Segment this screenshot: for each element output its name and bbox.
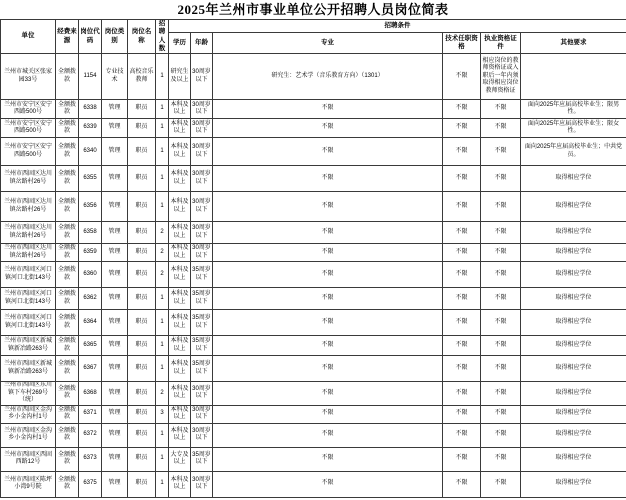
table-cell: 1 [156,54,169,100]
table-cell: 面向2025年应届高校毕业生；中共党员。 [521,138,626,166]
table-cell: 研究生及以上 [169,54,191,100]
table-cell [521,54,626,100]
table-cell: 1 [156,310,169,336]
table-cell: 本科及以上 [169,166,191,192]
table-cell: 不限 [443,447,481,471]
table-cell: 不限 [443,382,481,406]
table-cell: 职员 [128,356,156,382]
table-cell: 不限 [443,356,481,382]
table-cell: 不限 [443,192,481,222]
table-cell: 不限 [481,244,521,262]
table-cell: 不限 [443,54,481,100]
table-cell: 全额拨款 [56,382,79,406]
table-cell: 取得相应学位 [521,423,626,447]
table-row [1,262,626,288]
table-cell: 兰州市西固区西固西路12号 [1,447,56,471]
table-row [1,471,626,497]
table-cell: 不限 [213,382,443,406]
table-cell: 30周岁以下 [191,382,213,406]
table-cell: 兰州市安宁区安宁西路500号 [1,119,56,138]
col-header-category: 岗位类别 [102,20,128,54]
table-cell: 不限 [443,336,481,356]
table-cell: 管理 [102,119,128,138]
table-cell: 1 [156,138,169,166]
table-cell: 30周岁以下 [191,222,213,244]
table-cell: 不限 [443,100,481,119]
col-header-position-name: 岗位名称 [128,20,156,54]
table-cell: 1 [156,100,169,119]
page-title: 2025年兰州市事业单位公开招聘人员岗位简表 [177,2,449,17]
table-cell: 30周岁以下 [191,138,213,166]
table-cell: 兰州市西固区达川镇岔路村26号 [1,166,56,192]
col-header-major: 专业 [213,33,443,54]
table-cell: 管理 [102,471,128,497]
table-cell: 不限 [443,405,481,423]
table-cell: 兰州市西固区河口镇河口北街143号 [1,262,56,288]
table-cell: 本科及以上 [169,336,191,356]
table-cell: 不限 [213,119,443,138]
table-cell: 兰州市城关区张家园33号 [1,54,56,100]
table-cell: 职员 [128,423,156,447]
table-cell: 全额拨款 [56,471,79,497]
table-cell: 职员 [128,222,156,244]
table-cell: 不限 [443,222,481,244]
table-cell: 取得相应学位 [521,336,626,356]
table-cell: 不限 [481,336,521,356]
col-header-funding: 经费来源 [56,20,79,54]
table-cell: 30周岁以下 [191,54,213,100]
table-cell: 不限 [443,310,481,336]
table-cell: 管理 [102,356,128,382]
table-body [1,54,626,498]
table-cell: 取得相应学位 [521,447,626,471]
table-cell: 不限 [213,405,443,423]
table-cell: 不限 [481,119,521,138]
table-row [1,382,626,406]
table-cell: 1 [156,356,169,382]
table-cell: 6358 [79,222,102,244]
table-cell: 本科及以上 [169,310,191,336]
table-cell: 管理 [102,336,128,356]
table-cell: 6360 [79,262,102,288]
table-cell: 本科及以上 [169,192,191,222]
table-cell: 2 [156,382,169,406]
table-cell: 职员 [128,447,156,471]
col-header-conditions-group: 招聘条件 [169,20,626,33]
col-header-unit: 单位 [1,20,56,54]
table-cell: 1 [156,192,169,222]
table-cell: 职员 [128,262,156,288]
table-cell: 6356 [79,192,102,222]
table-cell: 不限 [481,262,521,288]
table-cell: 35周岁以下 [191,447,213,471]
table-cell: 不限 [213,336,443,356]
recruitment-table [0,19,626,498]
table-cell: 全额拨款 [56,100,79,119]
table-cell: 兰州市安宁区安宁西路500号 [1,138,56,166]
table-cell: 全额拨款 [56,288,79,310]
table-cell: 面向2025年应届高校毕业生；限女性。 [521,119,626,138]
table-row [1,288,626,310]
table-cell: 1 [156,166,169,192]
table-cell: 不限 [481,423,521,447]
table-cell: 兰州市西固区新城镇新冶路263号 [1,356,56,382]
table-cell: 全额拨款 [56,244,79,262]
table-cell: 6367 [79,356,102,382]
table-cell: 35周岁以下 [191,262,213,288]
table-cell: 不限 [443,288,481,310]
table-header [1,20,626,54]
table-cell: 6362 [79,288,102,310]
table-cell: 6375 [79,471,102,497]
table-row [1,356,626,382]
table-cell: 取得相应学位 [521,222,626,244]
table-cell: 职员 [128,119,156,138]
table-cell: 管理 [102,244,128,262]
table-row [1,138,626,166]
table-cell: 职员 [128,100,156,119]
table-cell: 1 [156,119,169,138]
table-cell: 30周岁以下 [191,244,213,262]
col-header-count: 招聘人数 [156,20,169,54]
table-cell: 不限 [213,100,443,119]
table-cell: 管理 [102,310,128,336]
table-cell: 全额拨款 [56,119,79,138]
table-cell: 兰州市西固区河口镇河口北街143号 [1,288,56,310]
table-cell: 30周岁以下 [191,423,213,447]
table-cell: 职员 [128,244,156,262]
table-cell: 取得相应学位 [521,382,626,406]
table-cell: 兰州市西固区达川镇岔路村26号 [1,192,56,222]
table-cell: 不限 [213,138,443,166]
table-cell: 30周岁以下 [191,100,213,119]
table-cell: 管理 [102,192,128,222]
col-header-tech-qual: 技术任职资格 [443,33,481,54]
table-cell: 本科及以上 [169,405,191,423]
table-cell: 兰州市西固区金沟乡小金沟村1号 [1,405,56,423]
table-cell: 不限 [443,262,481,288]
table-cell: 全额拨款 [56,310,79,336]
table-cell: 兰州市西固区东川镇下车村269号（统） [1,382,56,406]
table-cell: 不限 [213,166,443,192]
table-cell: 6364 [79,310,102,336]
table-cell: 本科及以上 [169,288,191,310]
table-cell: 6365 [79,336,102,356]
table-cell: 职员 [128,288,156,310]
col-header-code: 岗位代码 [79,20,102,54]
table-cell: 35周岁以下 [191,336,213,356]
col-header-education: 学历 [169,33,191,54]
table-cell: 高校音乐教师 [128,54,156,100]
table-row [1,310,626,336]
table-row [1,192,626,222]
table-cell: 研究生：艺术学（音乐教育方向）（1301） [213,54,443,100]
table-cell: 兰州市西固区新城镇新冶路263号 [1,336,56,356]
table-cell: 不限 [213,244,443,262]
table-row [1,447,626,471]
table-cell: 不限 [213,288,443,310]
col-header-age: 年龄 [191,33,213,54]
table-cell: 本科及以上 [169,222,191,244]
table-cell: 本科及以上 [169,262,191,288]
table-cell: 不限 [213,262,443,288]
table-cell: 职员 [128,336,156,356]
table-cell: 6368 [79,382,102,406]
table-cell: 6359 [79,244,102,262]
table-cell: 不限 [481,222,521,244]
table-cell: 35周岁以下 [191,356,213,382]
table-cell: 2 [156,244,169,262]
table-cell: 不限 [481,288,521,310]
table-cell: 不限 [443,166,481,192]
table-cell: 职员 [128,310,156,336]
table-cell: 管理 [102,288,128,310]
table-cell: 全额拨款 [56,423,79,447]
table-cell: 不限 [481,356,521,382]
table-row [1,423,626,447]
table-cell: 1154 [79,54,102,100]
table-cell: 不限 [481,100,521,119]
table-cell: 本科及以上 [169,382,191,406]
table-cell: 不限 [213,192,443,222]
table-cell: 不限 [213,423,443,447]
table-row [1,54,626,100]
table-cell: 不限 [213,447,443,471]
table-cell: 不限 [481,405,521,423]
table-cell: 不限 [213,356,443,382]
table-cell: 大专及以上 [169,447,191,471]
table-cell: 取得相应学位 [521,310,626,336]
table-cell: 职员 [128,166,156,192]
table-cell: 兰州市安宁区安宁西路500号 [1,100,56,119]
table-cell: 35周岁以下 [191,310,213,336]
table-cell: 专业技术 [102,54,128,100]
table-cell: 不限 [443,244,481,262]
table-cell: 1 [156,423,169,447]
table-cell: 本科及以上 [169,119,191,138]
table-row [1,119,626,138]
table-cell: 30周岁以下 [191,166,213,192]
table-cell: 全额拨款 [56,192,79,222]
table-cell: 全额拨款 [56,356,79,382]
table-cell: 不限 [213,310,443,336]
table-cell: 管理 [102,382,128,406]
table-cell: 管理 [102,447,128,471]
table-row [1,100,626,119]
table-cell: 2 [156,222,169,244]
table-cell: 不限 [481,382,521,406]
table-cell: 3 [156,405,169,423]
table-cell: 不限 [481,471,521,497]
table-cell: 不限 [443,423,481,447]
table-cell: 6340 [79,138,102,166]
table-cell: 本科及以上 [169,471,191,497]
table-cell: 管理 [102,423,128,447]
table-cell: 管理 [102,262,128,288]
table-cell: 面向2025年应届高校毕业生；限男性。 [521,100,626,119]
table-cell: 全额拨款 [56,405,79,423]
table-cell: 不限 [481,166,521,192]
table-row [1,222,626,244]
table-row [1,405,626,423]
table-cell: 本科及以上 [169,138,191,166]
table-cell: 不限 [481,138,521,166]
table-cell: 全额拨款 [56,138,79,166]
table-cell: 2 [156,262,169,288]
table-cell: 职员 [128,405,156,423]
table-cell: 35周岁以下 [191,288,213,310]
col-header-other: 其他要求 [521,33,626,54]
table-cell: 30周岁以下 [191,405,213,423]
table-cell: 不限 [443,471,481,497]
table-row [1,336,626,356]
table-cell: 取得相应学位 [521,166,626,192]
table-cell: 不限 [443,138,481,166]
table-cell: 取得相应学位 [521,356,626,382]
table-cell: 6371 [79,405,102,423]
table-cell: 管理 [102,100,128,119]
table-cell: 取得相应学位 [521,288,626,310]
table-cell: 职员 [128,471,156,497]
table-cell: 6372 [79,423,102,447]
table-cell: 取得相应学位 [521,471,626,497]
table-cell: 管理 [102,138,128,166]
table-cell: 30周岁以下 [191,119,213,138]
table-cell: 管理 [102,405,128,423]
table-cell: 6338 [79,100,102,119]
table-cell: 本科及以上 [169,244,191,262]
table-cell: 全额拨款 [56,222,79,244]
table-cell: 取得相应学位 [521,262,626,288]
table-cell: 职员 [128,382,156,406]
table-cell: 6373 [79,447,102,471]
table-cell: 全额拨款 [56,54,79,100]
table-cell: 不限 [481,192,521,222]
table-cell: 相应岗位的教师资格证或入职后一年内须取得相应岗位教师资格证 [481,54,521,100]
table-cell: 6355 [79,166,102,192]
table-cell: 本科及以上 [169,100,191,119]
table-row [1,244,626,262]
table-cell: 1 [156,447,169,471]
table-cell: 1 [156,471,169,497]
table-cell: 1 [156,288,169,310]
table-cell: 职员 [128,138,156,166]
table-cell: 管理 [102,166,128,192]
table-cell: 不限 [213,222,443,244]
table-cell: 不限 [443,119,481,138]
table-cell: 管理 [102,222,128,244]
table-cell: 6339 [79,119,102,138]
table-cell: 30周岁以下 [191,192,213,222]
table-row [1,166,626,192]
table-cell: 1 [156,336,169,356]
table-cell: 不限 [213,471,443,497]
table-cell: 取得相应学位 [521,192,626,222]
table-cell: 兰州市西固区达川镇岔路村26号 [1,244,56,262]
table-cell: 兰州市西固区金沟乡小金沟村1号 [1,423,56,447]
table-cell: 全额拨款 [56,262,79,288]
table-cell: 取得相应学位 [521,244,626,262]
table-cell: 不限 [481,310,521,336]
table-cell: 职员 [128,192,156,222]
table-cell: 本科及以上 [169,356,191,382]
table-cell: 全额拨款 [56,447,79,471]
table-cell: 不限 [481,447,521,471]
table-cell: 取得相应学位 [521,405,626,423]
table-cell: 30周岁以下 [191,471,213,497]
table-cell: 全额拨款 [56,336,79,356]
table-cell: 全额拨款 [56,166,79,192]
table-cell: 兰州市西固区达川镇岔路村26号 [1,222,56,244]
table-cell: 兰州市西固区陈坪小湾9号院 [1,471,56,497]
table-cell: 本科及以上 [169,423,191,447]
col-header-practice-cert: 执业资格证件 [481,33,521,54]
table-cell: 兰州市西固区河口镇河口北街143号 [1,310,56,336]
